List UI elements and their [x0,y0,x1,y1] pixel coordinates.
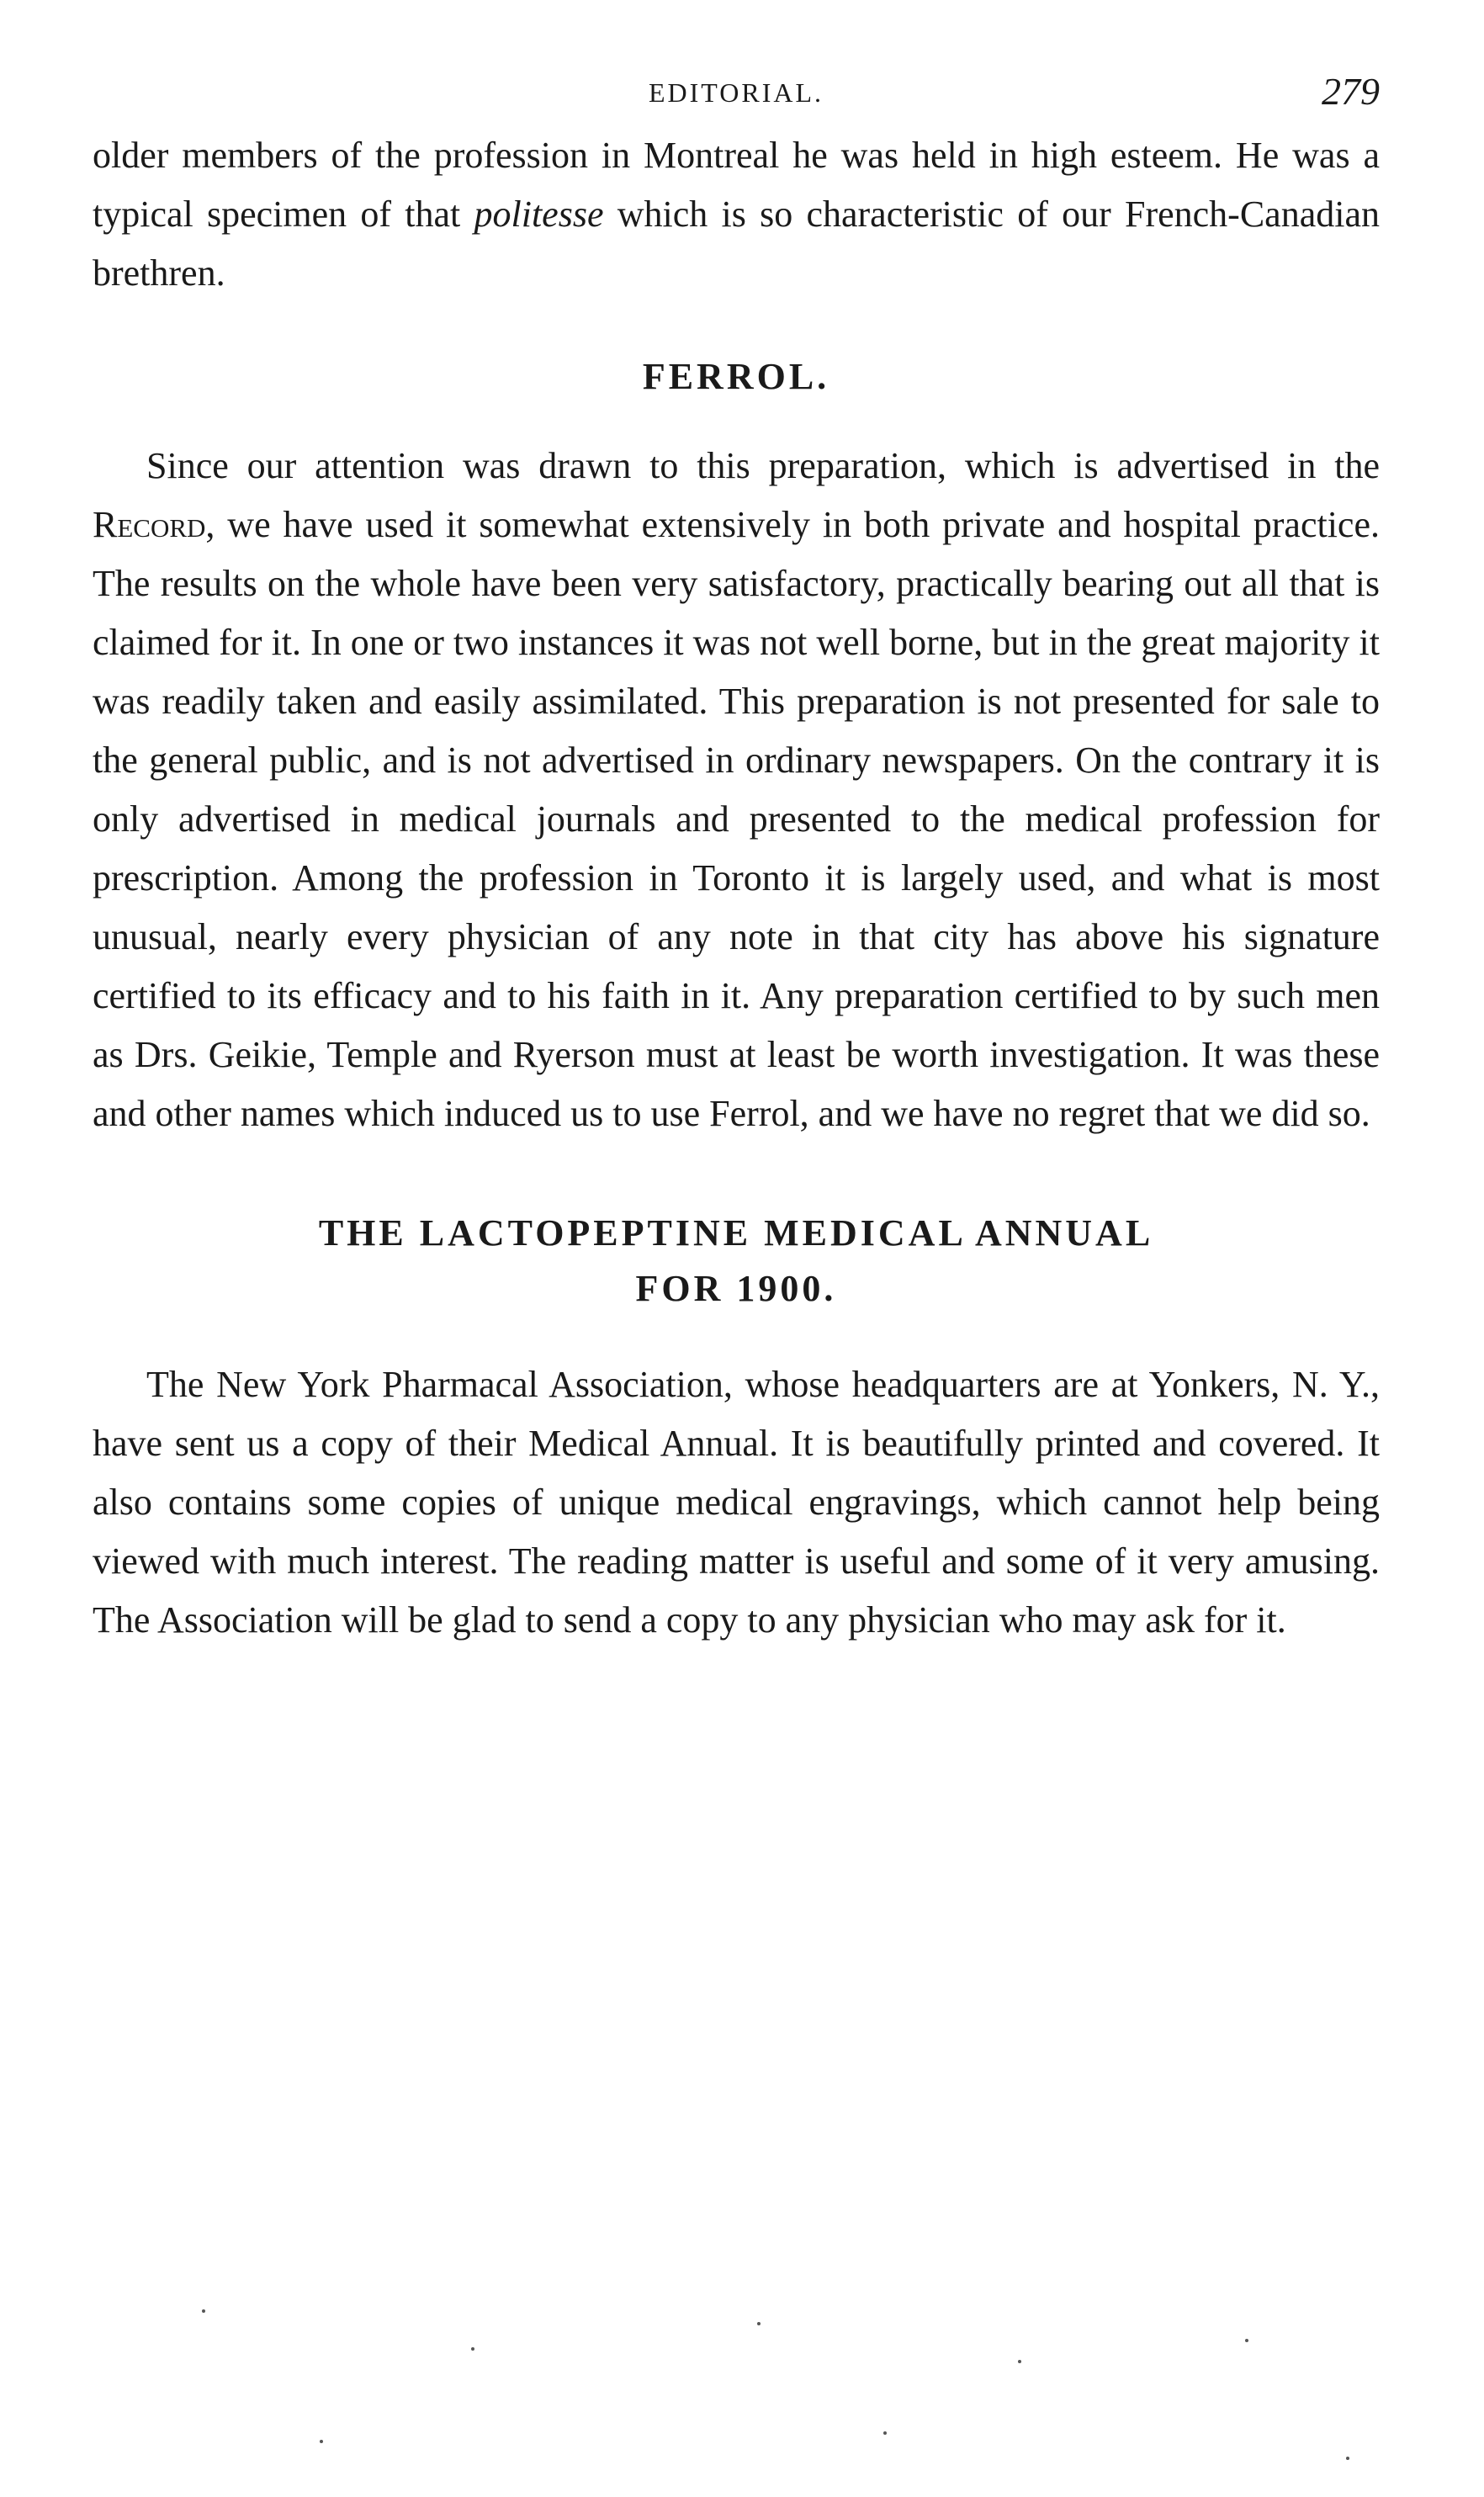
lactopeptine-heading-line2: FOR 1900. [635,1268,837,1309]
lactopeptine-heading-line1: THE LACTOPEPTINE MEDICAL ANNUAL [318,1212,1154,1254]
running-head [93,59,1380,126]
scan-speck [202,2309,205,2313]
intro-text-start: older members of the profession in Montreal he was held in high esteem. He was a typical specimen of that [93,135,1380,235]
ferrol-heading: FERROL. [642,356,830,397]
ferrol-paragraph [93,437,1380,1143]
scan-speck [757,2322,761,2325]
running-title: EDITORIAL. [648,77,824,108]
scan-speck [1245,2339,1248,2342]
scan-speck [1018,2360,1021,2363]
ferrol-text-end: , we have used it somewhat extensively in both private and hospital practice. The results on the whole have been very satisfactory, practically bearing out all that is claimed for it. In one or two instances it was not well borne, but in the great majority it was readily taken and easily assimilated. This preparation is not presented for sale to the general public, and is not advertised in ordinary newspapers. On the contrary it is only advertised in medical journals and presented to the medical profession for prescription. Among the profession in Toronto it is largely used, and what is most unusual, nearly every physician of any note in that city has above his signature certified to its efficacy and to his faith in it. Any preparation certified to by such men as Drs. Geikie, Temple and Ryerson must at least be worth investigation. It was these and other names which induced us to use Ferrol, and we have no regret that we did so. [93,504,1380,1134]
italic-word: politesse [474,194,604,235]
lactopeptine-paragraph: The New York Pharmacal Association, whose headquarters are at Yonkers, N. Y., have sent us a copy of their Medical Annual. It is beautifully printed and covered. It also contains some copies of unique medical engravings, which cannot help being viewed with much interest. The reading matter is useful and some of it very amusing. The Association will be glad to send a copy to any physician who may ask for it. [93,1364,1380,1641]
intro-text-end: which is so characteristic of our French-Canadian brethren. [93,194,1380,294]
ferrol-text-start: Since our attention was drawn to this preparation, which is advertised in the [146,445,1380,486]
lactopeptine-heading [93,1206,1380,1317]
scan-speck [471,2347,474,2351]
scan-speck [320,2440,323,2443]
record-smallcaps: Record [93,504,206,545]
scan-speck [1346,2457,1349,2460]
intro-paragraph [93,126,1380,303]
page-number: 279 [1322,70,1380,113]
book-page [93,59,1380,1650]
scan-speck [883,2431,887,2435]
